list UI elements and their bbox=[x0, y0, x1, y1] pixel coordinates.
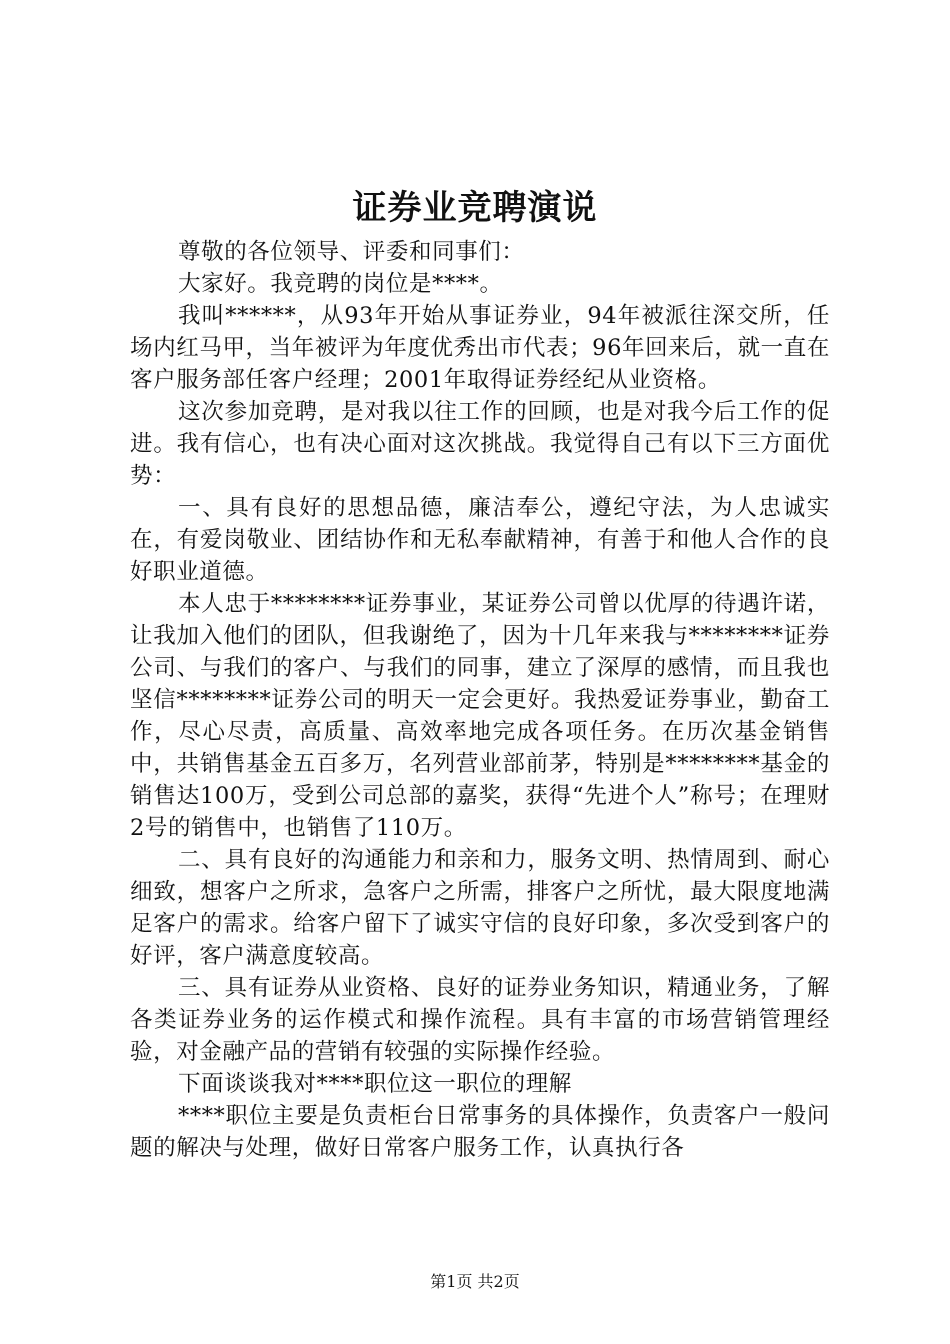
paragraph-position: 大家好。我竞聘的岗位是****。 bbox=[178, 271, 503, 297]
paragraph-role-heading: 下面谈谈我对****职位这一职位的理解 bbox=[178, 1071, 572, 1097]
page-number-footer: 第1页 共2页 bbox=[430, 1272, 520, 1291]
paragraph-greeting: 尊敬的各位领导、评委和同事们： bbox=[178, 239, 525, 265]
paragraph-introduction: 我叫******，从93年开始从事证券业，94年被派往深交所，任场内红马甲，当年被评为年度优秀出市代表；96年回来后，就一直在客户服务部任客户经理；2001年取得证券经纪从业资格。 bbox=[130, 303, 830, 393]
paragraph-advantage-two: 二、具有良好的沟通能力和亲和力，服务文明、热情周到、耐心细致，想客户之所求，急客户之所需，排客户之所忧，最大限度地满足客户的需求。给客户留下了诚实守信的良好印象，多次受到客户的好评，客户满意度较高。 bbox=[130, 847, 830, 969]
paragraph-advantage-one: 一、具有良好的思想品德，廉洁奉公，遵纪守法，为人忠诚实在，有爱岗敬业、团结协作和无私奉献精神，有善于和他人合作的良好职业道德。 bbox=[130, 495, 830, 585]
document-body bbox=[130, 236, 830, 1164]
document-title: 证券业竞聘演说 bbox=[352, 188, 598, 228]
paragraph-motivation: 这次参加竞聘，是对我以往工作的回顾，也是对我今后工作的促进。我有信心，也有决心面对这次挑战。我觉得自己有以下三方面优势： bbox=[130, 399, 830, 489]
paragraph-advantage-three: 三、具有证券从业资格、良好的证券业务知识，精通业务，了解各类证券业务的运作模式和操作流程。具有丰富的市场营销管理经验，对金融产品的营销有较强的实际操作经验。 bbox=[130, 975, 830, 1065]
paragraph-role-description: ****职位主要是负责柜台日常事务的具体操作，负责客户一般问题的解决与处理，做好日常客户服务工作，认真执行各 bbox=[130, 1103, 830, 1161]
paragraph-loyalty: 本人忠于********证券事业，某证券公司曾以优厚的待遇许诺，让我加入他们的团队，但我谢绝了，因为十几年来我与********证券公司、与我们的客户、与我们的同事，建立了深厚的感情，而且我也坚信********证券公司的明天一定会更好。我热爱证券事业，勤奋工作，尽心尽责，高质量、高效率地完成各项任务。在历次基金销售中，共销售基金五百多万，名列营业部前茅，特别是********基金的销售达100万，受到公司总部的嘉奖，获得“先进个人”称号；在理财2号的销售中，也销售了110万。 bbox=[130, 591, 830, 841]
